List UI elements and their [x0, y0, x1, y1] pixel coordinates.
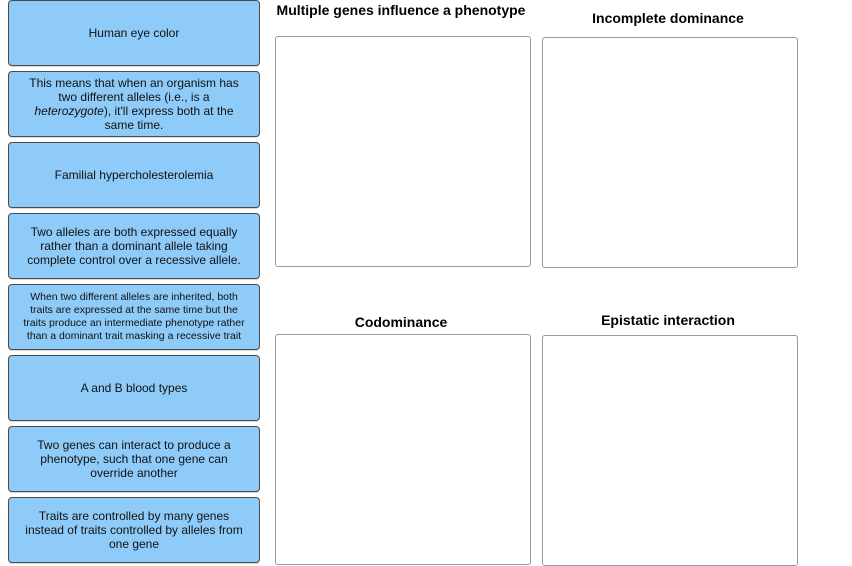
card-text: This means that when an organism has two different alleles (i.e., is a heterozygote), it'll express both at the same time.: [29, 76, 239, 132]
card-text: Two alleles are both expressed equally rather than a dominant allele taking complete control over a recessive allele.: [27, 225, 241, 267]
card-text: Two genes can interact to produce a phenotype, such that one gene can override another: [37, 438, 231, 480]
draggable-card-human-eye-color[interactable]: [8, 0, 260, 66]
dropzone-codominance[interactable]: [275, 334, 531, 565]
target-title-codominance: Codominance: [354, 314, 448, 330]
card-text: A and B blood types: [80, 381, 188, 395]
card-text: Traits are controlled by many genes instead of traits controlled by alleles from one gene: [25, 509, 243, 551]
draggable-card-polygenic-definition[interactable]: [8, 497, 260, 563]
draggable-card-epistasis-definition[interactable]: [8, 426, 260, 492]
card-text: Familial hypercholesterolemia: [54, 168, 214, 182]
draggable-card-familial-hypercholesterolemia[interactable]: [8, 142, 260, 208]
dropzone-epistatic-interaction[interactable]: [542, 335, 798, 566]
target-title-incomplete-dominance: Incomplete dominance: [592, 10, 744, 26]
draggable-card-ab-blood-types[interactable]: [8, 355, 260, 421]
dropzone-multiple-genes[interactable]: [275, 36, 531, 267]
target-title-multiple-genes: Multiple genes influence a phenotype: [276, 2, 526, 18]
draggable-card-heterozygote-definition[interactable]: [8, 71, 260, 137]
dropzone-incomplete-dominance[interactable]: [542, 37, 798, 268]
draggable-card-incomplete-dominance-definition[interactable]: [8, 284, 260, 350]
draggable-card-codominance-definition[interactable]: [8, 213, 260, 279]
card-text: Human eye color: [88, 26, 180, 40]
card-text: When two different alleles are inherited, both traits are expressed at the same time but the traits produce an intermediate phenotype rather than a dominant trait masking a recessive trait: [23, 291, 245, 342]
target-title-epistatic-interaction: Epistatic interaction: [601, 312, 735, 328]
